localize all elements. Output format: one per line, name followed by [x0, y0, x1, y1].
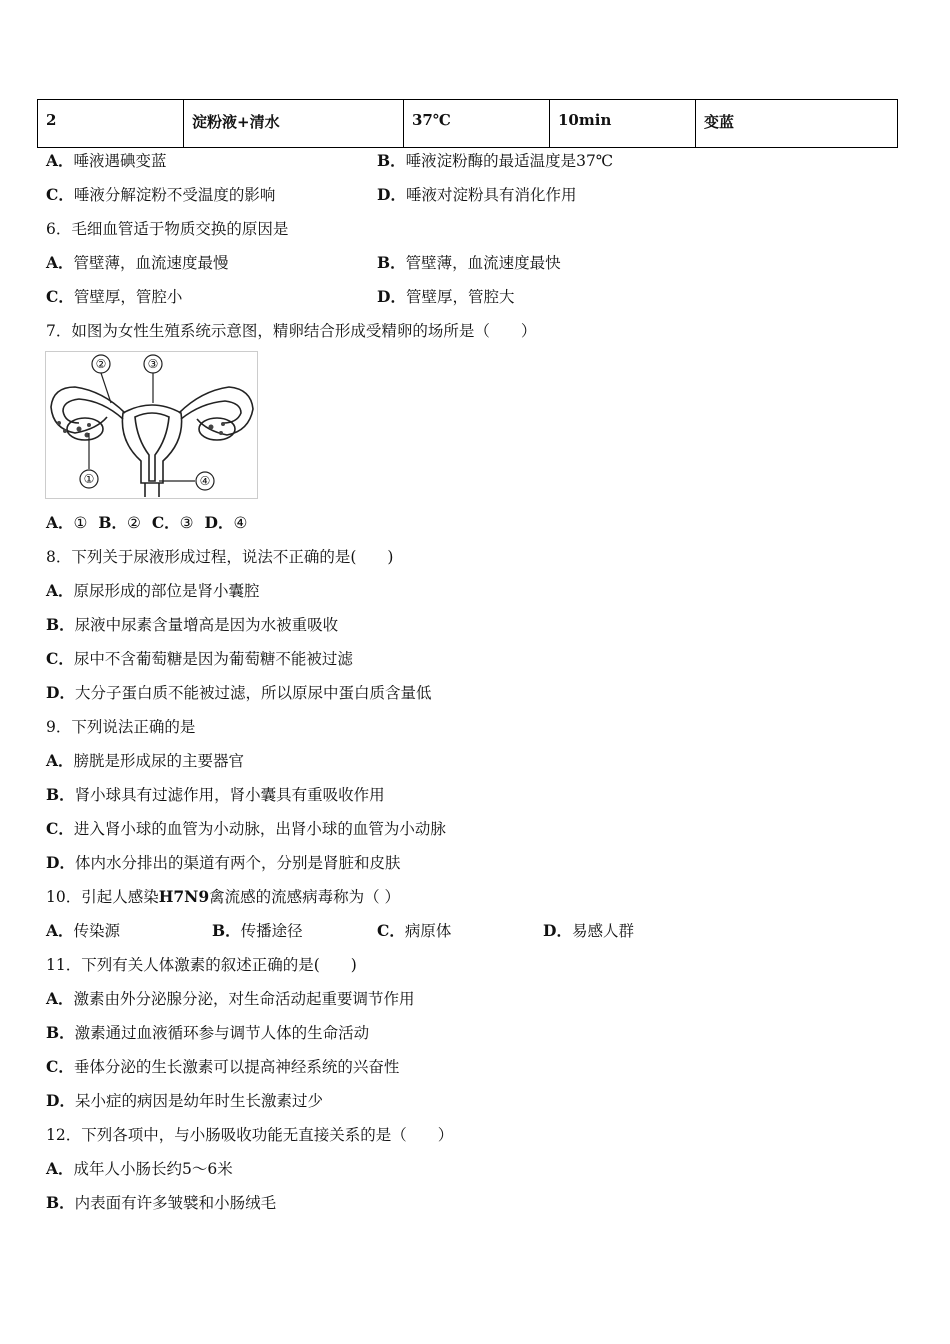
q11-option-c: C．垂体分泌的生长激素可以提高神经系统的兴奋性: [46, 1057, 400, 1076]
q7-options: A．① B．② C．③ D．④: [46, 513, 248, 532]
table-row: [38, 100, 898, 148]
reproductive-system-figure: [45, 351, 258, 499]
figure-label-2: ②: [95, 357, 107, 371]
q6-option-c: C．管壁厚，管腔小: [46, 287, 183, 306]
q10-option-b: B．传播途径: [212, 921, 303, 940]
table-cell-time: 10min: [550, 100, 696, 148]
q11-option-d: D．呆小症的病因是幼年时生长激素过少: [46, 1091, 323, 1110]
figure-label-4: ④: [199, 474, 211, 488]
q12-option-a: A．成年人小肠长约5～6米: [46, 1159, 233, 1178]
q12-stem: 12．下列各项中，与小肠吸收功能无直接关系的是（ ）: [46, 1126, 454, 1144]
q9-option-d: D．体内水分排出的渠道有两个，分别是肾脏和皮肤: [46, 853, 401, 872]
q9-option-b: B．肾小球具有过滤作用，肾小囊具有重吸收作用: [46, 785, 385, 804]
q5-option-b: B．唾液淀粉酶的最适温度是37℃: [377, 151, 614, 170]
q8-option-a: A．原尿形成的部位是肾小囊腔: [46, 581, 260, 600]
q11-option-b: B．激素通过血液循环参与调节人体的生命活动: [46, 1023, 370, 1042]
q10-option-d: D．易感人群: [543, 921, 634, 940]
figure-label-3: ③: [147, 357, 159, 371]
q5-option-a: A．唾液遇碘变蓝: [46, 151, 167, 170]
table-cell-result: 变蓝: [696, 100, 898, 148]
experiment-table: [37, 99, 898, 148]
table-cell-solution: 淀粉液+清水: [184, 100, 404, 148]
q12-option-b: B．内表面有许多皱襞和小肠绒毛: [46, 1193, 277, 1212]
q6-option-b: B．管壁薄，血流速度最快: [377, 253, 561, 272]
q6-option-d: D．管壁厚，管腔大: [377, 287, 515, 306]
q5-option-c: C．唾液分解淀粉不受温度的影响: [46, 185, 276, 204]
q7-stem: 7．如图为女性生殖系统示意图，精卵结合形成受精卵的场所是（ ）: [46, 322, 537, 340]
q5-option-d: D．唾液对淀粉具有消化作用: [377, 185, 577, 204]
q8-option-c: C．尿中不含葡萄糖是因为葡萄糖不能被过滤: [46, 649, 353, 668]
q10-stem: 10．引起人感染H7N9禽流感的流感病毒称为（ ）: [46, 887, 401, 906]
q8-stem: 8．下列关于尿液形成过程，说法不正确的是( ): [46, 548, 394, 566]
table-cell-group: 2: [38, 100, 184, 148]
q9-stem: 9．下列说法正确的是: [46, 718, 196, 736]
q10-option-c: C．病原体: [377, 921, 452, 940]
q6-option-a: A．管壁薄，血流速度最慢: [46, 253, 229, 272]
table-cell-temperature: 37℃: [404, 100, 550, 148]
q11-option-a: A．激素由外分泌腺分泌，对生命活动起重要调节作用: [46, 989, 415, 1008]
q11-stem: 11．下列有关人体激素的叙述正确的是( ): [46, 956, 357, 974]
q9-option-a: A．膀胱是形成尿的主要器官: [46, 751, 245, 770]
q10-option-a: A．传染源: [46, 921, 121, 940]
figure-label-1: ①: [83, 472, 95, 486]
q8-option-b: B．尿液中尿素含量增高是因为水被重吸收: [46, 615, 339, 634]
q6-stem: 6．毛细血管适于物质交换的原因是: [46, 220, 289, 238]
q8-option-d: D．大分子蛋白质不能被过滤，所以原尿中蛋白质含量低: [46, 683, 432, 702]
q9-option-c: C．进入肾小球的血管为小动脉，出肾小球的血管为小动脉: [46, 819, 446, 838]
